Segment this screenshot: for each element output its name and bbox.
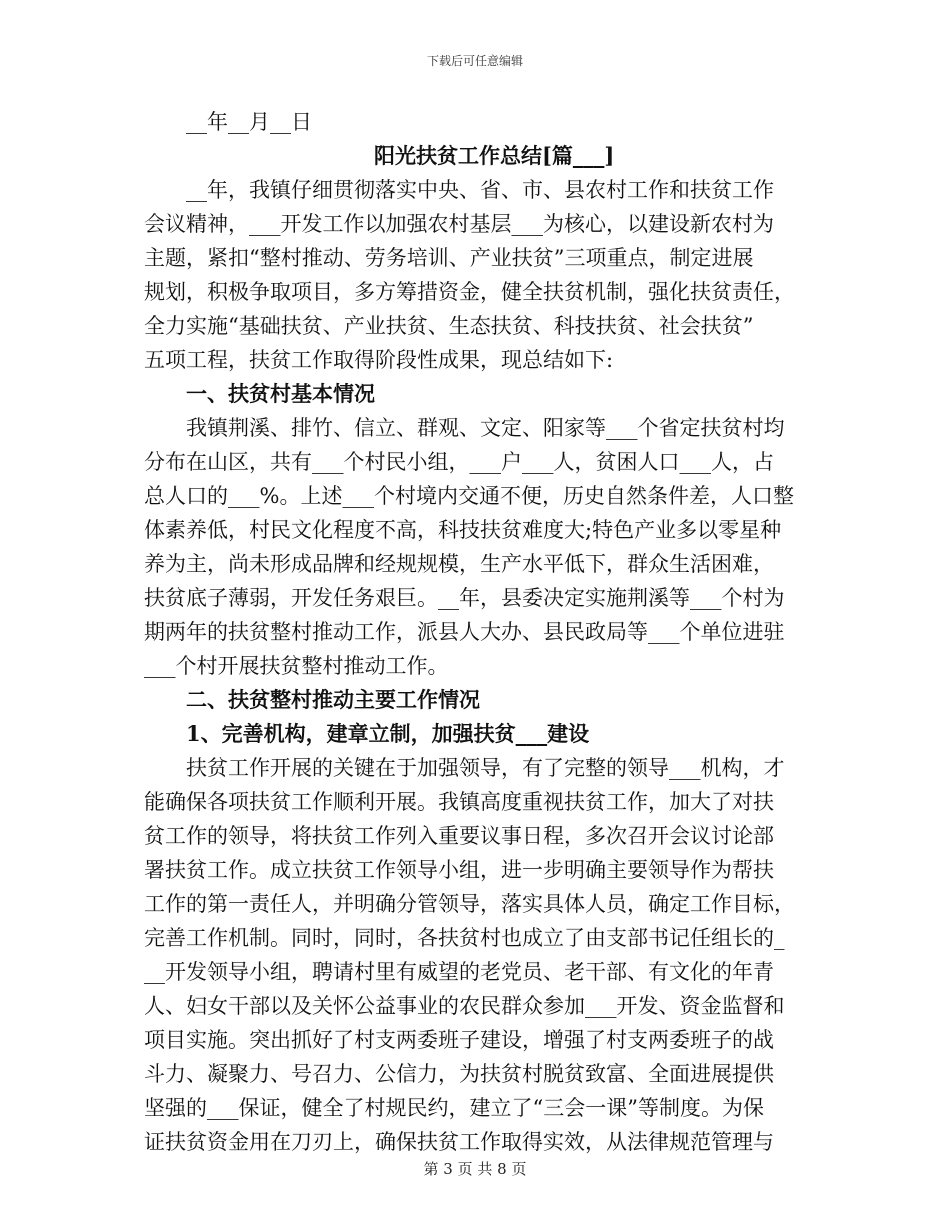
page-footer: 第 3 页 共 8 页 <box>423 1160 527 1178</box>
text-line: __年，我镇仔细贯彻落实中央、省、市、县农村工作和扶贫工作 <box>186 178 774 202</box>
text-line: 能确保各项扶贫工作顺利开展。我镇高度重视扶贫工作，加大了对扶 <box>144 790 774 814</box>
paragraph-organization <box>144 751 804 1159</box>
paragraph-intro <box>144 173 804 377</box>
text-line: 扶贫底子薄弱，开发任务艰巨。__年，县委决定实施荆溪等___个村为 <box>144 586 785 610</box>
text-line: 总人口的___%。上述___个村境内交通不便，历史自然条件差，人口整 <box>144 484 794 508</box>
text-line: 五项工程，扶贫工作取得阶段性成果，现总结如下: <box>144 348 614 372</box>
text-line: ___个村开展扶贫整村推动工作。 <box>144 654 449 678</box>
text-line: 期两年的扶贫整村推动工作，派县人大办、县民政局等___个单位进驻 <box>144 620 785 644</box>
text-line: 人、妇女干部以及关怀公益事业的农民群众参加___开发、资金监督和 <box>144 994 785 1018</box>
text-line: 项目实施。突出抓好了村支两委班子建设，增强了村支两委班子的战 <box>144 1028 774 1052</box>
date-line: __年__月__日 <box>186 110 312 134</box>
paragraph-basic-situation <box>144 411 804 683</box>
section-heading-1: 一、扶贫村基本情况 <box>186 381 375 406</box>
text-line: 全力实施“基础扶贫、产业扶贫、生态扶贫、科技扶贫、社会扶贫” <box>144 314 754 338</box>
document-title: 阳光扶贫工作总结[篇___] <box>374 143 615 168</box>
text-line: 主题，紧扣“整村推动、劳务培训、产业扶贫”三项重点，制定进展 <box>144 246 754 270</box>
text-line: 署扶贫工作。成立扶贫工作领导小组，进一步明确主要领导作为帮扶 <box>144 858 774 882</box>
text-line: 完善工作机制。同时，同时，各扶贫村也成立了由支部书记任组长的_ <box>144 926 785 950</box>
text-line: 斗力、凝聚力、号召力、公信力，为扶贫村脱贫致富、全面进展提供 <box>144 1062 774 1086</box>
text-line: 坚强的___保证，健全了村规民约，建立了“三会一课”等制度。为保 <box>144 1096 764 1120</box>
text-line: 工作的第一责任人，并明确分管领导，落实具体人员，确定工作目标， <box>144 892 795 916</box>
text-line: 养为主，尚未形成品牌和经规规模，生产水平低下，群众生活困难， <box>144 552 774 576</box>
text-line: 证扶贫资金用在刀刃上，确保扶贫工作取得实效，从法律规范管理与 <box>144 1130 774 1154</box>
section-heading-2: 二、扶贫整村推动主要工作情况 <box>186 687 480 712</box>
text-line: 体素养低，村民文化程度不高，科技扶贫难度大;特色产业多以零星种 <box>144 518 782 542</box>
subsection-heading-1: 1、完善机构，建章立制，加强扶贫___建设 <box>186 721 590 746</box>
text-line: 会议精神，___开发工作以加强农村基层___为核心，以建设新农村为 <box>144 212 774 236</box>
text-line: 我镇荆溪、排竹、信立、群观、文定、阳家等___个省定扶贫村均 <box>186 416 785 440</box>
text-line: 分布在山区，共有___个村民小组，___户___人，贫困人口___人，占 <box>144 450 774 474</box>
text-line: 扶贫工作开展的关键在于加强领导，有了完整的领导___机构，才 <box>186 756 785 780</box>
text-line: 贫工作的领导，将扶贫工作列入重要议事日程，多次召开会议讨论部 <box>144 824 774 848</box>
page-header: 下载后可任意编辑 <box>426 54 523 68</box>
document-body <box>144 105 804 1159</box>
text-line: 规划，积极争取项目，多方筹措资金，健全扶贫机制，强化扶贫责任， <box>144 280 795 304</box>
text-line: __开发领导小组，聘请村里有威望的老党员、老干部、有文化的年青 <box>144 960 774 984</box>
